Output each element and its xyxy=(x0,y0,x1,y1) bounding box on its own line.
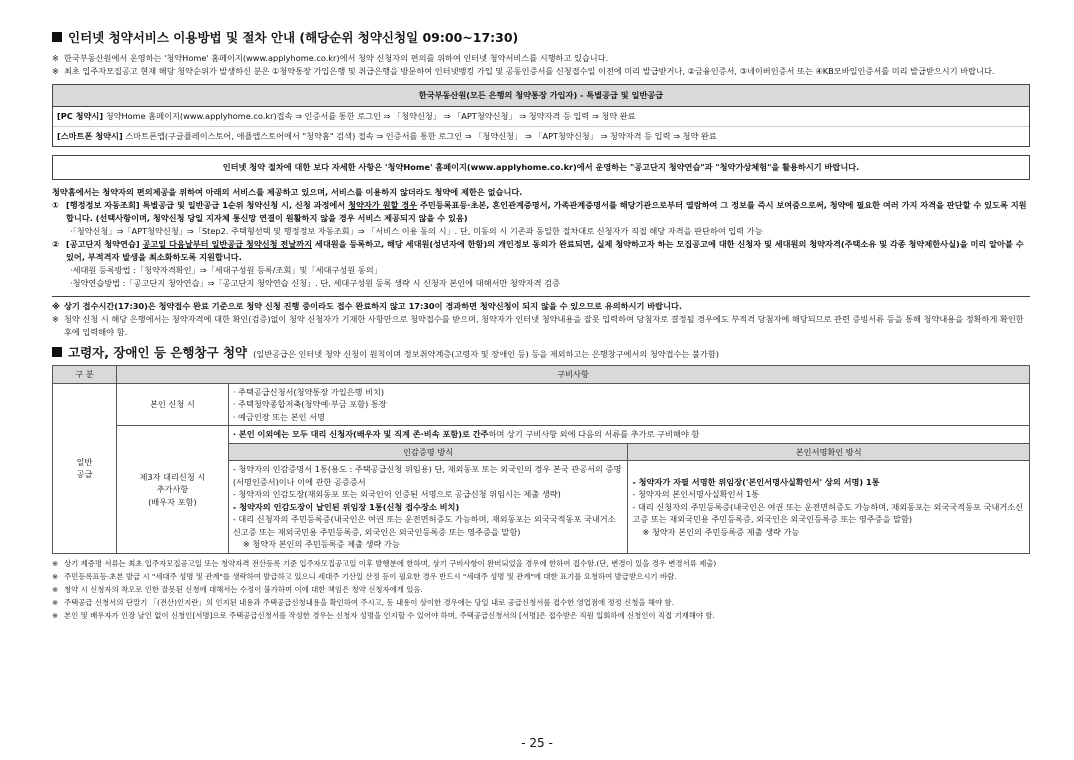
bullet-square-icon xyxy=(52,32,62,42)
table-header-category: 구 분 xyxy=(53,366,117,384)
practice-info-box: 인터넷 청약 절차에 대한 보다 자세한 사항은 '청약Home' 홈페이지(www.applyhome.co.kr)에서 운영하는 "공고단지 청약연습"과 "청약가상체험"을 활용하시기 바랍니다. xyxy=(52,155,1030,180)
proxy-note: · 본인 이외에는 모두 대리 신청자(배우자 및 직계 존·비속 포함)로 간주하며 상기 구비사항 외에 다음의 서류를 추가로 구비해야 함 xyxy=(228,426,1029,444)
signature-method-items: - 청약자가 자필 서명한 위임장('본인서명사실확인서' 상의 서명) 1통 - 청약자의 본인서명사실확인서 1통 - 대리 신청자의 주민등록증(내국인은 여권 또는 운전면허증도 가능하며, 재외동포는 외국국적동포 국내거소신고증 또는 재외국민용 주민등록증, 외국인은 외국인등록증 또는 영주증을 말함) ※ 청약자 본인의 주민등록증 제출 생략 가능 xyxy=(628,461,1030,554)
service-item-1-sub: ·「청약신청」⇒「APT청약신청」⇒「Step2. 주택형선택 및 행정정보 자동조회」⇒ 「서비스 이용 동의 시」. 단, 미동의 시 기존과 동일한 절차대로 신청자가 직접 해당 자격을 판단하여 입력 가능 xyxy=(70,226,763,236)
procedure-box-header: 한국부동산원(모든 은행의 청약통장 가입자) - 특별공급 및 일반공급 xyxy=(53,85,1029,107)
self-apply-items: · 주택공급신청서(청약통장 가입은행 비치) · 주택청약종합저축(청약예·부금 포함) 통장 · 예금인장 또는 본인 서명 xyxy=(228,383,1029,426)
section2-title: 고령자, 장애인 등 은행창구 청약 (일반공급은 인터넷 청약 신청이 원칙이며 정보취약계층(고령자 및 장애인 등) 등을 제외하고는 은행창구에서의 청약접수는 불가함) xyxy=(52,343,1030,361)
self-apply-label: 본인 신청 시 xyxy=(116,383,228,426)
services-section xyxy=(52,186,1030,297)
document-page xyxy=(52,28,1030,622)
page-number: - 25 - xyxy=(521,736,553,750)
section1-note-2: ※ 최초 입주자모집공고 현재 해당 청약순위가 발생하신 분은 ①청약통장 가입은행 및 취급은행을 방문하여 인터넷뱅킹 가입 및 공동인증서를 신청접수일 이전에 미리 발급받거나, ②금융인증서, ③네이버인증서 또는 ④KB모바일인증서를 미리 발급받으시기 바랍니다. xyxy=(52,66,995,76)
footnote: ※ 주택공급 신청서의 단말기 「(전산)인지란」의 인지된 내용과 주택공급신청내용을 확인하여 주시고, 동 내용이 상이한 경우에는 당일 내로 공급신청서를 접수한 영업점에 정정 신청을 해야 함. xyxy=(52,597,675,607)
service-item-1: ① [행정정보 자동조회] 특별공급 및 일반공급 1순위 청약신청 시, 신청 과정에서 청약자가 원할 경우 주민등록표등·초본, 혼인관계증명서, 가족관계증명서를 해당기관으로부터 열람하여 그 정보를 즉시 보여줌으로써, 청약에 필요한 여러 가지 자격을 판단할 수 있도록 지원합니다. (선택사항이며, 청약신청 당일 지자체 통신망 연결이 원활하지 않을 경우 서비스 제공되지 않을 수 있음) xyxy=(52,200,1027,223)
proxy-apply-label: 제3자 대리신청 시 추가사항 (배우자 포함) xyxy=(116,426,228,554)
signature-method-header: 본인서명확인 방식 xyxy=(628,443,1030,461)
seal-method-items: - 청약자의 인감증명서 1통(용도 : 주택공급신청 위임용) 단, 재외동포 또는 외국인의 경우 본국 관공서의 증명(서명인증서)이나 이에 관한 공증증서 - 청약자의 인감도장(재외동포 또는 외국인이 인증된 서명으로 공급신청 위임시는 제출 생략) - 청약자의 인감도장이 날인된 위임장 1통(신청 접수장소 비치) - 대리 신청자의 주민등록증(내국인은 여권 또는 운전면허증도 가능하며, 재외동포는 외국국적동포 국내거소신고증 또는 재외국민용 주민등록증, 외국인은 외국인등록증 또는 영주증을 말함) ※ 청약자 본인의 주민등록증 제출 생략 가능 xyxy=(228,461,628,554)
service-item-2-sub-1: ·세대원 등록방법 :「청약자격확인」⇒「세대구성원 등록/조회」및「세대구성원 동의」 xyxy=(70,265,382,275)
footnotes xyxy=(52,557,1030,622)
requirements-table xyxy=(52,365,1030,554)
footnote: ※ 상기 제증명 서류는 최초 입주자모집공고일 또는 청약자격 전산등록 기준 입주자모집공고일 이후 발행분에 한하며, 상기 구비사항이 완비되었을 경우에 한하여 접수함.(단, 변경이 있을 경우 변경서류 제출) xyxy=(52,558,717,568)
services-intro: 청약홈에서는 청약자의 편의제공을 위하여 아래의 서비스를 제공하고 있으며, 서비스를 이용하지 않더라도 청약에 제한은 없습니다. xyxy=(52,187,523,197)
seal-method-header: 인감증명 방식 xyxy=(228,443,628,461)
section1-title: 인터넷 청약서비스 이용방법 및 절차 안내 (해당순위 청약신청일 09:00~17:30) xyxy=(52,28,1030,46)
footnote: ※ 청약 시 신청자의 착오로 인한 잘못된 신청에 대해서는 수정이 불가하며 이에 대한 책임은 청약 신청자에게 있음. xyxy=(52,584,423,594)
section1-note-1: ※ 한국부동산원에서 운영하는 '청약Home' 홈페이지(www.applyhome.co.kr)에서 청약 신청자의 편의를 위하여 인터넷 청약서비스를 시행하고 있습니다. xyxy=(52,53,609,63)
service-item-2: ② [공고단지 청약연습] 공고일 다음날부터 일반공급 청약신청 전날까지 세대원을 등록하고, 해당 세대원(성년자에 한함)의 개인정보 동의가 완료되면, 실제 청약하고자 하는 모집공고에 대한 신청자 및 세대원의 청약자격(주택소유 및 각종 청약제한사실)을 미리 알아볼 수 있어, 부적격자 발생을 최소화하도록 지원합니다. xyxy=(52,239,1024,262)
pc-procedure-row: [PC 청약시] 청약Home 홈페이지(www.applyhome.co.kr)접속 ⇒ 인증서를 통한 로그인 ⇒ 「청약신청」 ⇒ 「APT청약신청」 ⇒ 청약자격 등 입력 ⇒ 청약 완료 xyxy=(57,111,636,121)
bullet-square-icon xyxy=(52,347,62,357)
deadline-warning: ※ 상기 접수시간(17:30)은 청약접수 완료 기준으로 청약 신청 진행 중이라도 접수 완료하지 않고 17:30이 경과하면 청약신청이 되지 않을 수 있으므로 유의하시기 바랍니다. xyxy=(52,301,683,311)
service-item-2-sub-2: ·청약연습방법 :「공고단지 청약연습」⇒「공고단지 청약연습 신청」. 단, 세대구성원 등록 생략 시 신청자 본인에 대해서만 청약자격 검증 xyxy=(70,278,560,288)
footnote: ※ 주민등록표등·초본 발급 시 "세대주 성명 및 관계"를 생략하여 발급하고 있으니 세대주 기산일 산정 등이 필요한 경우 반드시 "세대주 성명 및 관계"에 대한 표기를 요청하여 발급받으시기 바람. xyxy=(52,571,677,581)
procedure-box xyxy=(52,84,1030,147)
footnote: ※ 본인 및 배우자가 인장 날인 없이 신청인[서명]으로 주택공급신청서를 작성한 경우는 신청자 성명을 인지할 수 있어야 하며, 주택공급신청서의 [서명]은 접수받은 직원 입회하에 신청인이 직접 기재해야 함. xyxy=(52,610,715,620)
mobile-procedure-row: [스마트폰 청약시] 스마트폰앱(구글플레이스토어, 애플앱스토어에서 "청약홈" 검색) 접속 ⇒ 인증서를 통한 로그인 ⇒ 「청약신청」 ⇒ 「APT청약신청」 ⇒ 청약자격 등 입력 ⇒ 청약 완료 xyxy=(53,126,1029,146)
table-header-docs: 구비사항 xyxy=(116,366,1029,384)
bank-verification-warning: ※ 청약 신청 시 해당 은행에서는 청약자격에 대한 확인(검증)없이 청약 신청자가 기재한 사항만으로 청약접수를 받으며, 청약자가 인터넷 청약내용을 잘못 입력하여 당첨자로 결정될 경우에도 부적격 당첨자에 해당되므로 관련 증빙서류 등을 통해 청약내용을 정확하게 확인한 후에 입력해야 함. xyxy=(52,314,1024,337)
general-supply-cell: 일반 공급 xyxy=(53,383,117,553)
